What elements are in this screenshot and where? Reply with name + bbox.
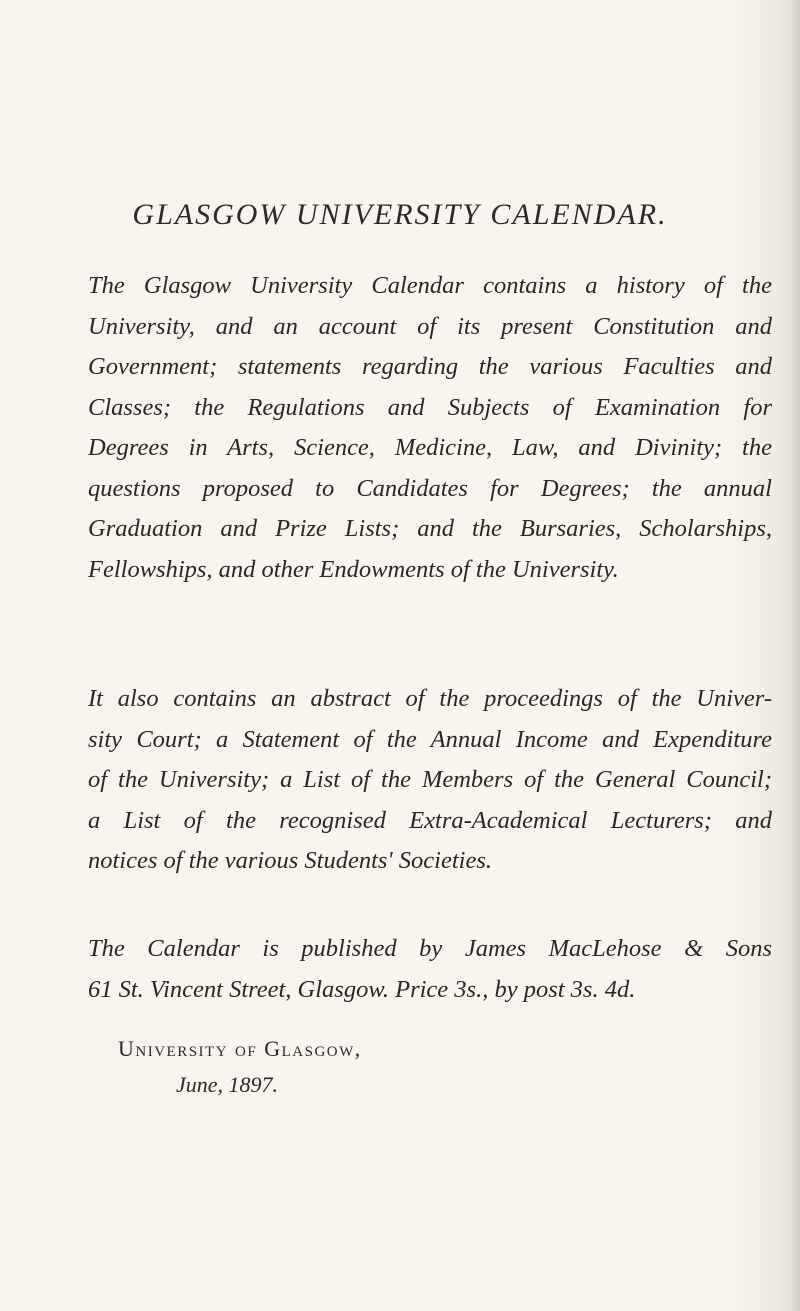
text-line: 61 St. Vincent Street, Glasgow. Price 3s., by post 3s. 4d. xyxy=(88,975,636,1003)
signature-address: University of Glasgow, xyxy=(118,1036,362,1061)
page-edge-shadow xyxy=(790,0,800,1311)
text-line: questions proposed to Candidates for Degrees; the annual xyxy=(88,474,772,502)
text-line: The Calendar is published by James MacLehose & Sons xyxy=(88,935,772,962)
text-line: Graduation and Prize Lists; and the Bursaries, Scholarships, xyxy=(88,515,772,542)
text-line: of the University; a List of the Members of the General Council; xyxy=(88,766,772,793)
text-line: The Glasgow University Calendar contains a history of the xyxy=(88,272,772,299)
text-line: University, and an account of its present Constitution and xyxy=(88,312,772,340)
paragraph-publisher xyxy=(88,929,772,1010)
text-line: Fellowships, and other Endowments of the University. xyxy=(88,555,619,583)
paragraph-contents xyxy=(88,266,772,590)
signature-date: June, 1897. xyxy=(176,1072,279,1097)
text-line: Government; statements regarding the various Faculties and xyxy=(88,353,772,380)
text-line: a List of the recognised Extra-Academical Lecturers; and xyxy=(88,806,772,834)
text-line: sity Court; a Statement of the Annual Income and Expenditure xyxy=(88,725,772,753)
paragraph-also-contains xyxy=(88,679,772,882)
calendar-title: GLASGOW UNIVERSITY CALENDAR. xyxy=(132,198,668,231)
text-line: notices of the various Students' Societies. xyxy=(88,847,492,874)
text-line: Degrees in Arts, Science, Medicine, Law, and Divinity; the xyxy=(88,434,772,461)
text-line: Classes; the Regulations and Subjects of Examination for xyxy=(88,393,772,421)
text-line: It also contains an abstract of the proceedings of the Univer- xyxy=(88,685,772,712)
